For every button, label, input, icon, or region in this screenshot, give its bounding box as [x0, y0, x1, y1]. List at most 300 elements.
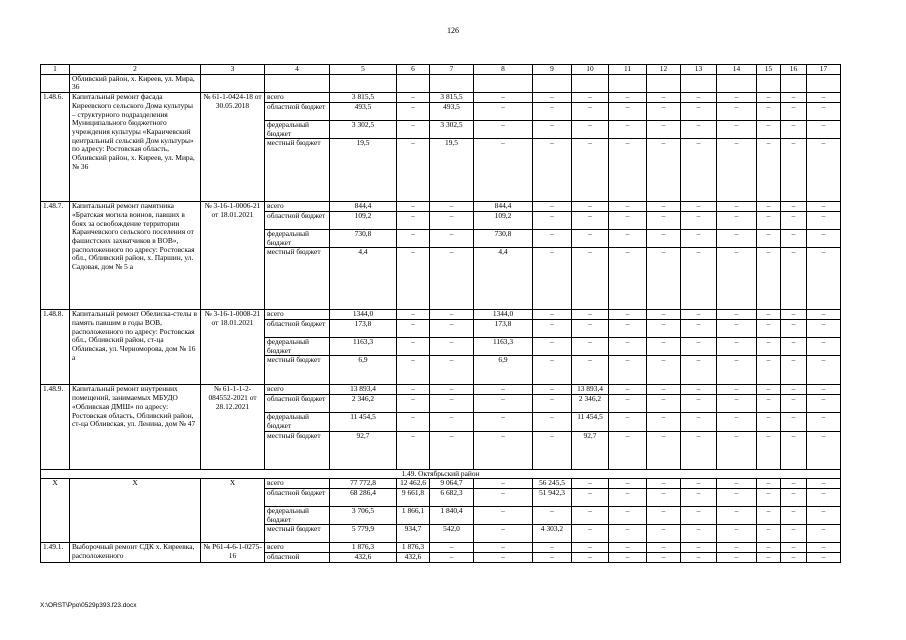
- value-cell: –: [397, 338, 430, 356]
- total-value-cell: 1163,3: [330, 338, 397, 356]
- value-cell: –: [717, 139, 757, 202]
- total-value-cell: 1344,0: [330, 310, 397, 320]
- value-cell: –: [717, 395, 757, 413]
- funding-source-cell: местный бюджет: [265, 248, 330, 310]
- value-cell: –: [430, 356, 474, 385]
- value-cell: –: [430, 431, 474, 469]
- value-cell: –: [807, 385, 841, 395]
- value-cell: 92,7: [572, 431, 609, 469]
- value-cell: –: [807, 229, 841, 247]
- value-cell: –: [681, 320, 717, 338]
- value-cell: –: [647, 93, 681, 103]
- value-cell: –: [807, 102, 841, 120]
- value-cell: –: [781, 553, 807, 563]
- value-cell: –: [757, 211, 781, 229]
- value-cell: –: [647, 553, 681, 563]
- value-cell: –: [533, 356, 572, 385]
- header-row: [41, 65, 841, 75]
- value-cell: –: [681, 395, 717, 413]
- value-cell: –: [647, 395, 681, 413]
- value-cell: –: [681, 543, 717, 553]
- value-cell: –: [474, 488, 533, 506]
- value-cell: –: [681, 202, 717, 212]
- value-cell: –: [681, 102, 717, 120]
- total-value-cell: 1 876,3: [330, 543, 397, 553]
- value-cell: –: [681, 338, 717, 356]
- value-cell: –: [681, 431, 717, 469]
- value-cell: [757, 74, 781, 92]
- value-cell: –: [717, 248, 757, 310]
- value-cell: –: [757, 488, 781, 506]
- value-cell: –: [533, 310, 572, 320]
- table-row: [41, 202, 841, 212]
- value-cell: –: [572, 139, 609, 202]
- value-cell: –: [533, 102, 572, 120]
- column-number-header: 16: [781, 65, 807, 75]
- value-cell: 844,4: [474, 202, 533, 212]
- value-cell: –: [807, 525, 841, 543]
- value-cell: –: [397, 139, 430, 202]
- value-cell: –: [533, 338, 572, 356]
- value-cell: –: [609, 356, 647, 385]
- funding-source-cell: всего: [265, 93, 330, 103]
- value-cell: –: [572, 211, 609, 229]
- total-value-cell: 68 286,4: [330, 488, 397, 506]
- value-cell: –: [609, 93, 647, 103]
- row-code-cell: 1.48.7.: [41, 202, 70, 310]
- value-cell: –: [717, 202, 757, 212]
- continuation-row: [41, 74, 841, 92]
- table-row: [41, 479, 841, 489]
- value-cell: –: [681, 385, 717, 395]
- value-cell: –: [807, 553, 841, 563]
- value-cell: –: [430, 553, 474, 563]
- table-row: [41, 93, 841, 103]
- value-cell: –: [572, 120, 609, 138]
- value-cell: –: [533, 202, 572, 212]
- value-cell: –: [397, 385, 430, 395]
- value-cell: 19,5: [430, 139, 474, 202]
- value-cell: 173,8: [474, 320, 533, 338]
- value-cell: 730,8: [474, 229, 533, 247]
- value-cell: –: [681, 413, 717, 431]
- table-body: [41, 65, 841, 563]
- value-cell: –: [533, 120, 572, 138]
- total-value-cell: 92,7: [330, 431, 397, 469]
- value-cell: –: [757, 525, 781, 543]
- value-cell: [397, 74, 430, 92]
- value-cell: –: [717, 385, 757, 395]
- value-cell: 3 815,5: [430, 93, 474, 103]
- value-cell: –: [781, 525, 807, 543]
- value-cell: –: [609, 525, 647, 543]
- total-value-cell: 3 706,5: [330, 506, 397, 524]
- column-number-header: 8: [474, 65, 533, 75]
- column-number-header: 5: [330, 65, 397, 75]
- value-cell: –: [572, 248, 609, 310]
- column-number-header: 14: [717, 65, 757, 75]
- value-cell: –: [681, 229, 717, 247]
- value-cell: –: [781, 139, 807, 202]
- row-code-cell: 1.49.1.: [41, 543, 70, 562]
- value-cell: 1 876,3: [397, 543, 430, 553]
- funding-source-cell: всего: [265, 202, 330, 212]
- value-cell: –: [757, 479, 781, 489]
- value-cell: –: [781, 479, 807, 489]
- value-cell: –: [397, 102, 430, 120]
- value-cell: –: [474, 479, 533, 489]
- total-value-cell: 2 346,2: [330, 395, 397, 413]
- value-cell: –: [717, 413, 757, 431]
- value-cell: –: [572, 310, 609, 320]
- column-number-header: 6: [397, 65, 430, 75]
- value-cell: –: [781, 488, 807, 506]
- value-cell: –: [397, 93, 430, 103]
- object-name-cell: Выборочный ремонт СДК х. Киреевка, расположенного: [70, 543, 201, 562]
- value-cell: –: [609, 310, 647, 320]
- value-cell: –: [781, 338, 807, 356]
- value-cell: –: [397, 248, 430, 310]
- financing-table: [40, 64, 841, 563]
- value-cell: 4,4: [474, 248, 533, 310]
- value-cell: –: [647, 229, 681, 247]
- value-cell: –: [430, 248, 474, 310]
- value-cell: –: [647, 525, 681, 543]
- value-cell: –: [781, 202, 807, 212]
- row-code-cell: [41, 74, 70, 92]
- value-cell: –: [572, 488, 609, 506]
- column-number-header: 10: [572, 65, 609, 75]
- value-cell: –: [397, 431, 430, 469]
- value-cell: [474, 74, 533, 92]
- value-cell: –: [533, 395, 572, 413]
- document-cell: Х: [201, 479, 265, 543]
- value-cell: –: [397, 202, 430, 212]
- value-cell: –: [717, 310, 757, 320]
- value-cell: –: [474, 553, 533, 563]
- value-cell: –: [609, 488, 647, 506]
- value-cell: –: [474, 139, 533, 202]
- value-cell: –: [717, 553, 757, 563]
- value-cell: –: [397, 320, 430, 338]
- value-cell: –: [572, 102, 609, 120]
- table-row: [41, 310, 841, 320]
- document-cell: № 3-16-1-0008-21 от 18.01.2021: [201, 310, 265, 385]
- value-cell: –: [609, 202, 647, 212]
- value-cell: –: [609, 413, 647, 431]
- value-cell: –: [430, 211, 474, 229]
- section-title-row: [41, 469, 841, 479]
- total-value-cell: 3 815,5: [330, 93, 397, 103]
- value-cell: –: [757, 120, 781, 138]
- object-name-cell: Обливский район, х. Киреев, ул. Мира, 36: [70, 74, 201, 92]
- value-cell: –: [533, 248, 572, 310]
- value-cell: –: [757, 338, 781, 356]
- column-number-header: 1: [41, 65, 70, 75]
- value-cell: –: [807, 320, 841, 338]
- value-cell: [330, 74, 397, 92]
- value-cell: 2 346,2: [572, 395, 609, 413]
- value-cell: –: [397, 356, 430, 385]
- value-cell: –: [474, 543, 533, 553]
- value-cell: 432,6: [397, 553, 430, 563]
- value-cell: –: [572, 543, 609, 553]
- row-code-cell: Х: [41, 479, 70, 543]
- value-cell: –: [572, 506, 609, 524]
- value-cell: 1163,3: [474, 338, 533, 356]
- funding-source-cell: федеральный бюджет: [265, 120, 330, 138]
- value-cell: –: [781, 93, 807, 103]
- value-cell: –: [781, 385, 807, 395]
- total-value-cell: 19,5: [330, 139, 397, 202]
- document-cell: № 3-16-1-0006-21 от 18.01.2021: [201, 202, 265, 310]
- value-cell: –: [807, 395, 841, 413]
- funding-source-cell: местный бюджет: [265, 139, 330, 202]
- value-cell: –: [647, 310, 681, 320]
- value-cell: 51 942,3: [533, 488, 572, 506]
- value-cell: –: [533, 506, 572, 524]
- value-cell: [647, 74, 681, 92]
- value-cell: –: [397, 413, 430, 431]
- value-cell: –: [757, 506, 781, 524]
- value-cell: –: [717, 488, 757, 506]
- value-cell: [807, 74, 841, 92]
- value-cell: –: [533, 553, 572, 563]
- total-value-cell: 730,8: [330, 229, 397, 247]
- value-cell: –: [609, 385, 647, 395]
- value-cell: –: [757, 320, 781, 338]
- value-cell: –: [609, 553, 647, 563]
- value-cell: 3 302,5: [430, 120, 474, 138]
- value-cell: –: [781, 120, 807, 138]
- value-cell: –: [609, 120, 647, 138]
- value-cell: –: [397, 211, 430, 229]
- value-cell: –: [781, 506, 807, 524]
- value-cell: –: [781, 395, 807, 413]
- value-cell: 4 303,2: [533, 525, 572, 543]
- file-path-footer: X:\ORST\Ppo\0529p393.f23.docx: [40, 602, 137, 609]
- column-number-header: 9: [533, 65, 572, 75]
- value-cell: –: [647, 413, 681, 431]
- value-cell: –: [717, 356, 757, 385]
- value-cell: 9 064,7: [430, 479, 474, 489]
- value-cell: –: [757, 202, 781, 212]
- value-cell: –: [717, 338, 757, 356]
- column-number-header: 13: [681, 65, 717, 75]
- value-cell: 6,9: [474, 356, 533, 385]
- total-value-cell: 77 772,8: [330, 479, 397, 489]
- value-cell: [717, 74, 757, 92]
- value-cell: –: [681, 488, 717, 506]
- value-cell: [572, 74, 609, 92]
- value-cell: –: [647, 385, 681, 395]
- value-cell: –: [430, 338, 474, 356]
- value-cell: –: [681, 211, 717, 229]
- value-cell: –: [430, 413, 474, 431]
- value-cell: –: [681, 120, 717, 138]
- value-cell: –: [717, 120, 757, 138]
- value-cell: –: [681, 139, 717, 202]
- column-number-header: 3: [201, 65, 265, 75]
- column-number-header: 2: [70, 65, 201, 75]
- object-name-cell: Капитальный ремонт внутренних помещений, занимаемых МБУДО «Обливская ДМШ» по адресу: Ростовская область, Обливский район, ст-ца Обливская, ул. Ленина, дом № 47: [70, 385, 201, 469]
- object-name-cell: Капитальный ремонт памятника «Братская могила воинов, павших в боях за освобождение территории Караичевского сельского поселения от фашистских захватчиков в ВОВ», расположенного по адресу: Ростовская обл., Обливский район, х. Паршин, ул. Садовая, дом № 5 а: [70, 202, 201, 310]
- value-cell: –: [781, 102, 807, 120]
- value-cell: –: [781, 211, 807, 229]
- value-cell: –: [572, 525, 609, 543]
- value-cell: –: [533, 431, 572, 469]
- total-value-cell: 4,4: [330, 248, 397, 310]
- value-cell: [430, 74, 474, 92]
- value-cell: –: [681, 553, 717, 563]
- value-cell: –: [609, 395, 647, 413]
- value-cell: 1344,0: [474, 310, 533, 320]
- value-cell: –: [807, 211, 841, 229]
- funding-source-cell: местный бюджет: [265, 431, 330, 469]
- value-cell: –: [681, 356, 717, 385]
- value-cell: –: [533, 413, 572, 431]
- value-cell: –: [609, 338, 647, 356]
- value-cell: –: [609, 248, 647, 310]
- funding-source-cell: федеральный бюджет: [265, 338, 330, 356]
- value-cell: –: [397, 229, 430, 247]
- value-cell: –: [430, 310, 474, 320]
- funding-source-cell: всего: [265, 385, 330, 395]
- value-cell: –: [781, 229, 807, 247]
- value-cell: –: [717, 479, 757, 489]
- value-cell: –: [609, 479, 647, 489]
- value-cell: –: [717, 102, 757, 120]
- value-cell: –: [781, 248, 807, 310]
- document-cell: № 61-1-1-2-084552-2021 от 28.12.2021: [201, 385, 265, 469]
- funding-source-cell: всего: [265, 479, 330, 489]
- table-row: [41, 385, 841, 395]
- funding-source-cell: федеральный бюджет: [265, 413, 330, 431]
- value-cell: –: [533, 229, 572, 247]
- value-cell: –: [572, 202, 609, 212]
- column-number-header: 12: [647, 65, 681, 75]
- value-cell: 6 682,3: [430, 488, 474, 506]
- value-cell: –: [474, 413, 533, 431]
- value-cell: –: [474, 385, 533, 395]
- row-code-cell: 1.48.9.: [41, 385, 70, 469]
- value-cell: –: [807, 338, 841, 356]
- value-cell: –: [807, 310, 841, 320]
- value-cell: –: [572, 553, 609, 563]
- value-cell: –: [807, 479, 841, 489]
- value-cell: –: [807, 120, 841, 138]
- column-number-header: 11: [609, 65, 647, 75]
- value-cell: [781, 74, 807, 92]
- value-cell: –: [609, 431, 647, 469]
- value-cell: –: [807, 202, 841, 212]
- value-cell: –: [757, 553, 781, 563]
- value-cell: –: [757, 431, 781, 469]
- value-cell: –: [757, 139, 781, 202]
- value-cell: –: [807, 413, 841, 431]
- funding-source-cell: областной бюджет: [265, 488, 330, 506]
- value-cell: –: [609, 102, 647, 120]
- column-number-header: 15: [757, 65, 781, 75]
- value-cell: –: [681, 93, 717, 103]
- value-cell: –: [474, 120, 533, 138]
- value-cell: –: [807, 543, 841, 553]
- value-cell: 109,2: [474, 211, 533, 229]
- funding-source-cell: всего: [265, 310, 330, 320]
- table-row: [41, 543, 841, 553]
- document-cell: № Р61-4-6-1-0275-16: [201, 543, 265, 562]
- row-code-cell: 1.48.8.: [41, 310, 70, 385]
- total-value-cell: 13 893,4: [330, 385, 397, 395]
- value-cell: [533, 74, 572, 92]
- value-cell: –: [474, 395, 533, 413]
- value-cell: –: [717, 543, 757, 553]
- value-cell: –: [430, 395, 474, 413]
- value-cell: 13 893,4: [572, 385, 609, 395]
- value-cell: –: [474, 506, 533, 524]
- total-value-cell: 432,6: [330, 553, 397, 563]
- value-cell: –: [430, 229, 474, 247]
- value-cell: –: [430, 320, 474, 338]
- value-cell: –: [609, 229, 647, 247]
- value-cell: –: [572, 229, 609, 247]
- value-cell: –: [807, 139, 841, 202]
- value-cell: –: [647, 543, 681, 553]
- value-cell: –: [533, 93, 572, 103]
- value-cell: 9 661,8: [397, 488, 430, 506]
- value-cell: –: [647, 248, 681, 310]
- value-cell: –: [430, 202, 474, 212]
- object-name-cell: Капитальный ремонт Обелиска-стелы в память павшим в годы ВОВ, расположенного по адресу: Ростовская обл., Обливский район, ст-ца Обливская, ул. Черноморова, дом № 16 а: [70, 310, 201, 385]
- value-cell: 1 866,1: [397, 506, 430, 524]
- value-cell: –: [757, 395, 781, 413]
- value-cell: –: [807, 431, 841, 469]
- value-cell: –: [717, 93, 757, 103]
- column-number-header: 17: [807, 65, 841, 75]
- value-cell: –: [757, 385, 781, 395]
- document-cell: [201, 74, 265, 92]
- value-cell: [609, 74, 647, 92]
- value-cell: –: [474, 102, 533, 120]
- value-cell: –: [781, 543, 807, 553]
- value-cell: –: [757, 543, 781, 553]
- funding-source-cell: местный бюджет: [265, 525, 330, 543]
- value-cell: –: [781, 310, 807, 320]
- value-cell: –: [533, 385, 572, 395]
- value-cell: –: [681, 525, 717, 543]
- value-cell: –: [717, 229, 757, 247]
- row-code-cell: 1.48.6.: [41, 93, 70, 202]
- value-cell: –: [781, 356, 807, 385]
- value-cell: –: [807, 93, 841, 103]
- value-cell: –: [717, 506, 757, 524]
- value-cell: –: [807, 488, 841, 506]
- value-cell: –: [533, 139, 572, 202]
- value-cell: –: [717, 525, 757, 543]
- value-cell: –: [757, 93, 781, 103]
- total-value-cell: 109,2: [330, 211, 397, 229]
- value-cell: –: [430, 385, 474, 395]
- value-cell: 542,0: [430, 525, 474, 543]
- total-value-cell: 173,8: [330, 320, 397, 338]
- value-cell: –: [572, 93, 609, 103]
- value-cell: –: [781, 431, 807, 469]
- value-cell: 11 454,5: [572, 413, 609, 431]
- value-cell: 1 840,4: [430, 506, 474, 524]
- value-cell: –: [647, 356, 681, 385]
- total-value-cell: 11 454,5: [330, 413, 397, 431]
- value-cell: –: [681, 479, 717, 489]
